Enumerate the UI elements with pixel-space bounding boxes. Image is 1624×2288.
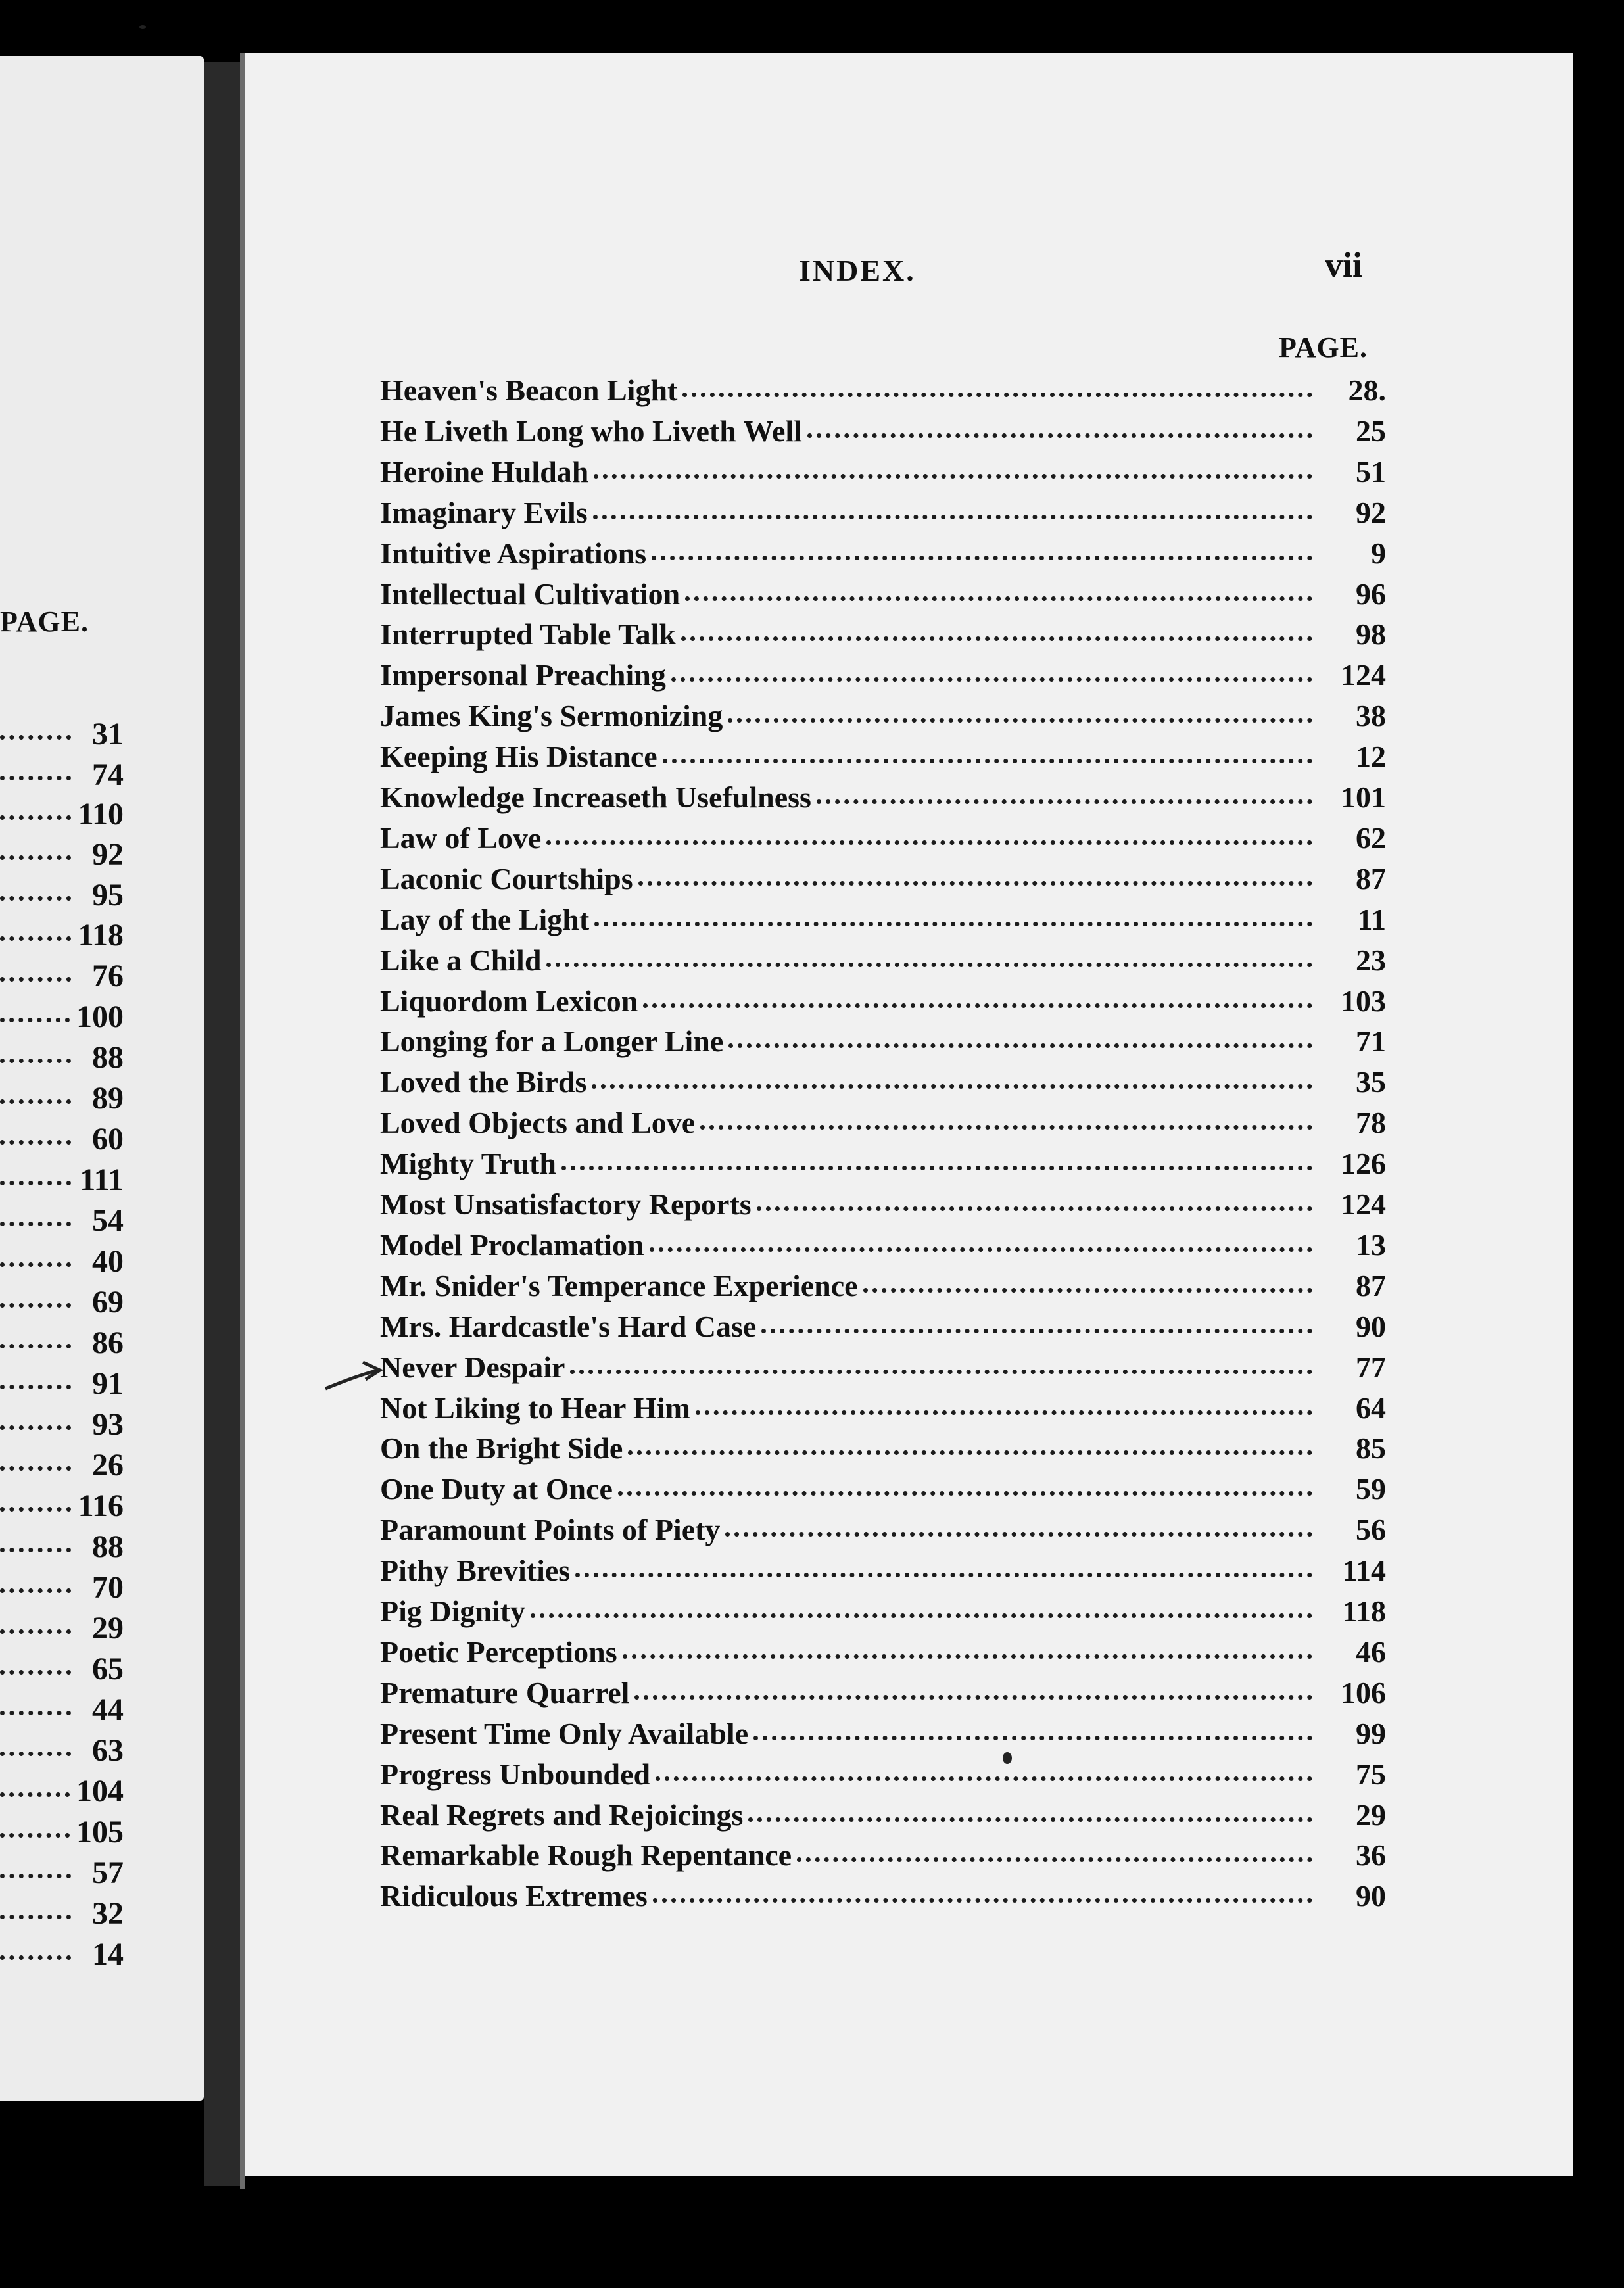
index-entry — [380, 980, 1386, 1021]
index-entry — [380, 1265, 1386, 1306]
index-entry — [380, 1672, 1386, 1713]
index-entry — [380, 451, 1386, 492]
leader-dots — [682, 393, 1312, 397]
page-number: 92 — [92, 836, 124, 872]
left-page-row — [0, 1200, 124, 1241]
left-page-row — [0, 1159, 124, 1200]
page-number: 100 — [76, 999, 124, 1034]
index-entry — [380, 776, 1386, 817]
index-entry — [380, 858, 1386, 899]
page-number: 60 — [92, 1121, 124, 1156]
leader-dots — [817, 799, 1312, 804]
entry-title: Most Unsatisfactory Reports — [380, 1187, 752, 1221]
index-entry — [380, 1713, 1386, 1753]
leader-dots — [650, 1247, 1312, 1252]
leader-dots — [0, 1385, 71, 1389]
entry-page-number: 71 — [1356, 1024, 1386, 1058]
leader-dots — [0, 1548, 71, 1552]
index-entry — [380, 533, 1386, 573]
left-page-row — [0, 1771, 124, 1811]
entry-title: Intellectual Cultivation — [380, 577, 681, 611]
entry-title: Paramount Points of Piety — [380, 1512, 721, 1546]
left-page-row — [0, 713, 124, 754]
left-page-row — [0, 1037, 124, 1078]
index-entry — [380, 1020, 1386, 1061]
leader-dots — [593, 515, 1312, 519]
leader-dots — [0, 1752, 71, 1756]
left-page-row — [0, 1567, 124, 1608]
index-entry — [380, 1061, 1386, 1102]
index-entry — [380, 1468, 1386, 1509]
leader-dots — [652, 556, 1312, 560]
left-page-row — [0, 1078, 124, 1118]
leader-dots — [700, 1125, 1312, 1130]
entry-page-number: 87 — [1356, 1268, 1386, 1302]
entry-title: Premature Quarrel — [380, 1675, 630, 1709]
entry-title: Heroine Huldah — [380, 454, 589, 489]
index-entry — [380, 1224, 1386, 1265]
leader-dots — [561, 1166, 1312, 1170]
entry-title: Never Despair — [380, 1350, 565, 1384]
entry-page-number: 35 — [1356, 1064, 1386, 1099]
page-number: 31 — [92, 716, 124, 751]
page-number: 63 — [92, 1732, 124, 1768]
index-entry — [380, 369, 1386, 410]
entry-title: Knowledge Increaseth Usefulness — [380, 780, 811, 814]
leader-dots — [696, 1410, 1312, 1415]
left-page-row — [0, 1322, 124, 1363]
leader-dots — [0, 1222, 71, 1226]
entry-page-number: 11 — [1357, 902, 1386, 936]
index-entry — [380, 492, 1386, 533]
entry-page-number: 114 — [1342, 1553, 1386, 1587]
left-page-row — [0, 754, 124, 795]
leader-dots — [618, 1491, 1312, 1496]
entry-page-number: 75 — [1356, 1757, 1386, 1791]
entry-page-number: 126 — [1341, 1146, 1386, 1180]
page-number: 32 — [92, 1895, 124, 1931]
leader-dots — [725, 1532, 1312, 1537]
leader-dots — [0, 1140, 71, 1145]
entry-page-number: 106 — [1341, 1675, 1386, 1709]
left-page-row — [0, 1281, 124, 1322]
leader-dots — [656, 1776, 1312, 1781]
index-entry — [380, 1143, 1386, 1183]
leader-dots — [0, 1629, 71, 1634]
entry-page-number: 59 — [1356, 1471, 1386, 1506]
entry-page-number: 78 — [1356, 1105, 1386, 1139]
page-number: 91 — [92, 1366, 124, 1401]
leader-dots — [681, 636, 1312, 641]
left-page-row — [0, 834, 124, 874]
page-number: 14 — [92, 1936, 124, 1972]
leader-dots — [0, 1018, 70, 1022]
page-number: 105 — [76, 1814, 124, 1849]
index-entry — [380, 654, 1386, 695]
page-number: 65 — [92, 1651, 124, 1686]
left-page-row — [0, 1363, 124, 1404]
leader-dots — [634, 1695, 1312, 1700]
index-entry — [380, 1183, 1386, 1224]
entry-page-number: 36 — [1356, 1838, 1386, 1872]
entry-title: Lay of the Light — [380, 902, 590, 936]
leader-dots — [0, 1262, 71, 1267]
entry-title: Present Time Only Available — [380, 1716, 749, 1750]
index-entry — [380, 1102, 1386, 1143]
leader-dots — [671, 677, 1312, 682]
gutter-edge — [240, 53, 245, 2189]
entry-title: One Duty at Once — [380, 1471, 613, 1506]
entry-title: Keeping His Distance — [380, 739, 657, 773]
leader-dots — [663, 759, 1312, 763]
entry-page-number: 25 — [1356, 414, 1386, 448]
page-number: 54 — [92, 1203, 124, 1238]
entry-page-number: 13 — [1356, 1227, 1386, 1262]
leader-dots — [0, 1059, 71, 1063]
index-entry — [380, 1509, 1386, 1550]
ink-speck — [1003, 1752, 1012, 1764]
leader-dots — [0, 1833, 70, 1838]
entry-title: Pig Dignity — [380, 1594, 526, 1628]
entry-title: Progress Unbounded — [380, 1757, 651, 1791]
entry-title: Model Proclamation — [380, 1227, 644, 1262]
index-entry — [380, 1347, 1386, 1387]
entry-page-number: 90 — [1356, 1878, 1386, 1913]
index-entry — [380, 940, 1386, 980]
page-number: 118 — [78, 917, 124, 953]
index-entry — [380, 573, 1386, 614]
left-page-row — [0, 1444, 124, 1485]
leader-dots — [0, 1915, 71, 1919]
index-entry — [380, 736, 1386, 776]
entry-title: Intuitive Aspirations — [380, 536, 647, 570]
page-number: 93 — [92, 1406, 124, 1442]
index-entry — [380, 613, 1386, 654]
entry-page-number: 64 — [1356, 1391, 1386, 1425]
entry-page-number: 38 — [1356, 698, 1386, 732]
leader-dots — [807, 433, 1312, 438]
leader-dots — [0, 936, 71, 941]
page-number: 110 — [78, 796, 124, 832]
entry-title: Not Liking to Hear Him — [380, 1391, 690, 1425]
entry-page-number: 46 — [1356, 1634, 1386, 1669]
index-entry — [380, 1306, 1386, 1347]
entry-title: Liquordom Lexicon — [380, 984, 638, 1018]
leader-dots — [0, 1670, 71, 1675]
leader-dots — [728, 718, 1312, 723]
entry-title: He Liveth Long who Liveth Well — [380, 414, 802, 448]
left-page-column-head: PAGE. — [0, 606, 89, 638]
page-number: 116 — [78, 1488, 124, 1523]
page-number: 89 — [92, 1080, 124, 1116]
entry-title: Remarkable Rough Repentance — [380, 1838, 792, 1872]
entry-page-number: 85 — [1356, 1431, 1386, 1465]
page-number: 69 — [92, 1284, 124, 1320]
left-page-row — [0, 955, 124, 996]
leader-dots — [546, 963, 1312, 967]
entry-title: Interrupted Table Talk — [380, 617, 676, 651]
entry-title: Like a Child — [380, 943, 542, 977]
page-number: 74 — [92, 757, 124, 792]
entry-title: Mighty Truth — [380, 1146, 556, 1180]
leader-dots — [546, 840, 1312, 845]
left-page-row — [0, 1811, 124, 1852]
page-folio: vii — [1325, 245, 1363, 285]
leader-dots — [0, 1955, 71, 1960]
entry-page-number: 103 — [1341, 984, 1386, 1018]
page-number: 44 — [92, 1692, 124, 1727]
book-gutter — [204, 62, 240, 2186]
page-number: 29 — [92, 1610, 124, 1646]
entry-title: Impersonal Preaching — [380, 657, 666, 692]
entry-page-number: 87 — [1356, 861, 1386, 895]
leader-dots — [623, 1654, 1312, 1659]
index-entry — [380, 1875, 1386, 1916]
entry-page-number: 56 — [1356, 1512, 1386, 1546]
page-column-head: PAGE. — [1279, 331, 1368, 364]
left-page-row — [0, 996, 124, 1037]
index-entry — [380, 899, 1386, 940]
left-page-row — [0, 794, 124, 834]
leader-dots — [0, 1425, 71, 1430]
left-page-row — [0, 874, 124, 915]
running-title: INDEX. — [799, 254, 916, 287]
left-facing-page — [0, 56, 204, 2101]
left-page-row — [0, 1934, 124, 1974]
leader-dots — [0, 776, 71, 780]
index-entry — [380, 1631, 1386, 1672]
left-page-row — [0, 1730, 124, 1771]
leader-dots — [0, 1181, 71, 1185]
leader-dots — [531, 1613, 1312, 1618]
leader-dots — [638, 881, 1312, 886]
leader-dots — [0, 1507, 71, 1512]
left-page-row — [0, 1608, 124, 1648]
index-entry — [380, 1753, 1386, 1794]
index-entry — [380, 1387, 1386, 1428]
leader-dots — [757, 1206, 1312, 1211]
left-page-row — [0, 1648, 124, 1689]
entry-title: Mrs. Hardcastle's Hard Case — [380, 1309, 757, 1343]
entry-page-number: 51 — [1356, 454, 1386, 489]
leader-dots — [643, 1003, 1312, 1008]
page-number: 26 — [92, 1447, 124, 1483]
leader-dots — [863, 1288, 1312, 1293]
leader-dots — [748, 1817, 1312, 1822]
entry-page-number: 29 — [1356, 1798, 1386, 1832]
entry-page-number: 77 — [1356, 1350, 1386, 1384]
entry-title: Ridiculous Extremes — [380, 1878, 648, 1913]
index-entry — [380, 1834, 1386, 1875]
leader-dots — [685, 596, 1312, 601]
page-number: 76 — [92, 958, 124, 993]
leader-dots — [761, 1329, 1312, 1333]
entry-title: Law of Love — [380, 821, 542, 855]
entry-page-number: 90 — [1356, 1309, 1386, 1343]
index-entry — [380, 1590, 1386, 1631]
leader-dots — [753, 1736, 1312, 1740]
leader-dots — [0, 1792, 70, 1797]
entry-title: Pithy Brevities — [380, 1553, 571, 1587]
entry-page-number: 96 — [1356, 577, 1386, 611]
left-page-row — [0, 1241, 124, 1281]
page-number: 88 — [92, 1529, 124, 1564]
leader-dots — [570, 1370, 1312, 1374]
entry-page-number: 28. — [1348, 373, 1386, 407]
leader-dots — [0, 815, 71, 820]
entry-page-number: 124 — [1341, 657, 1386, 692]
entry-page-number: 23 — [1356, 943, 1386, 977]
leader-dots — [0, 1099, 71, 1104]
page-number: 111 — [80, 1162, 124, 1197]
entry-page-number: 12 — [1356, 739, 1386, 773]
index-entry — [380, 1794, 1386, 1835]
leader-dots — [797, 1857, 1312, 1862]
leader-dots — [592, 1084, 1312, 1089]
leader-dots — [0, 1466, 71, 1471]
leader-dots — [0, 735, 71, 740]
entry-title: Mr. Snider's Temperance Experience — [380, 1268, 858, 1302]
page-number: 95 — [92, 877, 124, 913]
entry-page-number: 118 — [1342, 1594, 1386, 1628]
handwritten-arrow-mark — [322, 1356, 385, 1395]
entry-title: James King's Sermonizing — [380, 698, 723, 732]
leader-dots — [0, 896, 71, 901]
leader-dots — [0, 1588, 71, 1593]
entry-page-number: 98 — [1356, 617, 1386, 651]
leader-dots — [594, 474, 1312, 479]
index-entry — [380, 410, 1386, 451]
leader-dots — [0, 1874, 71, 1878]
leader-dots — [594, 922, 1312, 926]
index-entry — [380, 695, 1386, 736]
left-page-row — [0, 1404, 124, 1444]
entry-page-number: 101 — [1341, 780, 1386, 814]
leader-dots — [0, 977, 71, 982]
page-number: 57 — [92, 1855, 124, 1890]
left-page-row — [0, 1526, 124, 1567]
entry-page-number: 62 — [1356, 821, 1386, 855]
entry-page-number: 99 — [1356, 1716, 1386, 1750]
index-entry — [380, 1427, 1386, 1468]
left-page-row — [0, 1689, 124, 1730]
entry-title: Poetic Perceptions — [380, 1634, 617, 1669]
page-number: 70 — [92, 1569, 124, 1605]
entry-title: Heaven's Beacon Light — [380, 373, 678, 407]
entry-title: Laconic Courtships — [380, 861, 633, 895]
leader-dots — [628, 1450, 1312, 1455]
page-number: 40 — [92, 1243, 124, 1279]
leader-dots — [575, 1573, 1312, 1577]
leader-dots — [0, 1303, 71, 1308]
page-number: 86 — [92, 1325, 124, 1360]
entry-title: Longing for a Longer Line — [380, 1024, 724, 1058]
entry-title: Loved the Birds — [380, 1064, 587, 1099]
leader-dots — [0, 1711, 71, 1715]
leader-dots — [728, 1043, 1312, 1048]
entry-page-number: 92 — [1356, 495, 1386, 529]
left-page-row — [0, 1893, 124, 1934]
ink-speck — [139, 25, 146, 29]
entry-title: Real Regrets and Rejoicings — [380, 1798, 744, 1832]
page-number: 88 — [92, 1039, 124, 1075]
entry-page-number: 9 — [1371, 536, 1386, 570]
entry-title: Imaginary Evils — [380, 495, 588, 529]
leader-dots — [653, 1898, 1312, 1903]
left-page-row — [0, 1852, 124, 1893]
index-entry — [380, 1550, 1386, 1590]
leader-dots — [0, 855, 71, 860]
left-page-row — [0, 915, 124, 955]
entry-title: Loved Objects and Love — [380, 1105, 696, 1139]
entry-page-number: 124 — [1341, 1187, 1386, 1221]
entry-title: On the Bright Side — [380, 1431, 623, 1465]
leader-dots — [0, 1344, 71, 1348]
left-page-row — [0, 1118, 124, 1159]
index-entry — [380, 817, 1386, 858]
page-number: 104 — [76, 1773, 124, 1809]
left-page-row — [0, 1485, 124, 1526]
